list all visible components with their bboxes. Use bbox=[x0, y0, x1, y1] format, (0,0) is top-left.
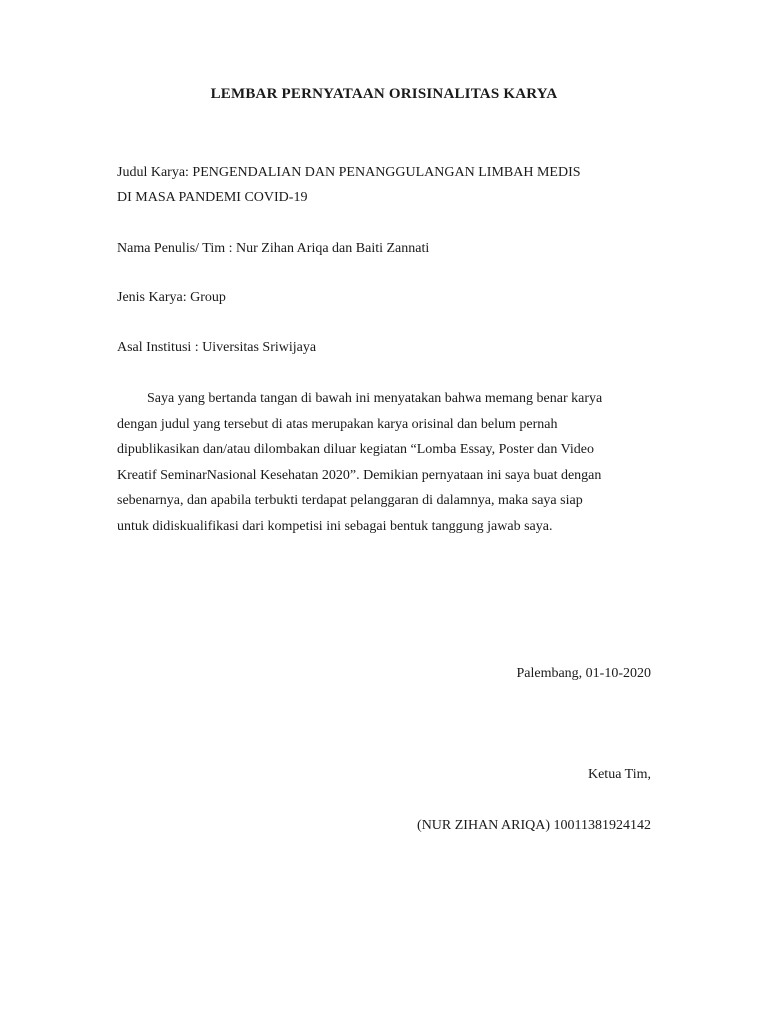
statement-line: sebenarnya, dan apabila terbukti terdapat pelanggaran di dalamnya, maka saya siap bbox=[117, 493, 583, 508]
statement-line: dengan judul yang tersebut di atas merupakan karya orisinal dan belum pernah bbox=[117, 416, 558, 432]
statement-paragraph bbox=[117, 386, 657, 539]
place-date: Palembang, 01-10-2020 bbox=[516, 666, 651, 681]
document-title: LEMBAR PERNYATAAN ORISINALITAS KARYA bbox=[210, 86, 558, 102]
field-jenis-karya: Jenis Karya: Group bbox=[117, 290, 226, 305]
field-nama-penulis: Nama Penulis/ Tim : Nur Zihan Ariqa dan Baiti Zannati bbox=[117, 241, 430, 256]
judul-line-1: Judul Karya: PENGENDALIAN DAN PENANGGULANGAN LIMBAH MEDIS bbox=[117, 165, 581, 180]
field-judul-karya bbox=[117, 160, 581, 210]
statement-line: Saya yang bertanda tangan di bawah ini menyatakan bahwa memang benar karya bbox=[147, 391, 603, 406]
signer-role: Ketua Tim, bbox=[587, 767, 651, 782]
statement-line: untuk didiskualifikasi dari kompetisi ini sebagai bentuk tanggung jawab saya. bbox=[117, 518, 553, 534]
signer-name: (NUR ZIHAN ARIQA) 10011381924142 bbox=[417, 818, 651, 833]
statement-line: dipublikasikan dan/atau dilombakan diluar kegiatan “Lomba Essay, Poster dan Video bbox=[117, 442, 594, 457]
judul-line-2: DI MASA PANDEMI COVID-19 bbox=[117, 190, 308, 205]
statement-line: Kreatif SeminarNasional Kesehatan 2020”. Demikian pernyataan ini saya buat dengan bbox=[117, 467, 602, 483]
field-asal-institusi: Asal Institusi : Uiversitas Sriwijaya bbox=[117, 340, 317, 355]
